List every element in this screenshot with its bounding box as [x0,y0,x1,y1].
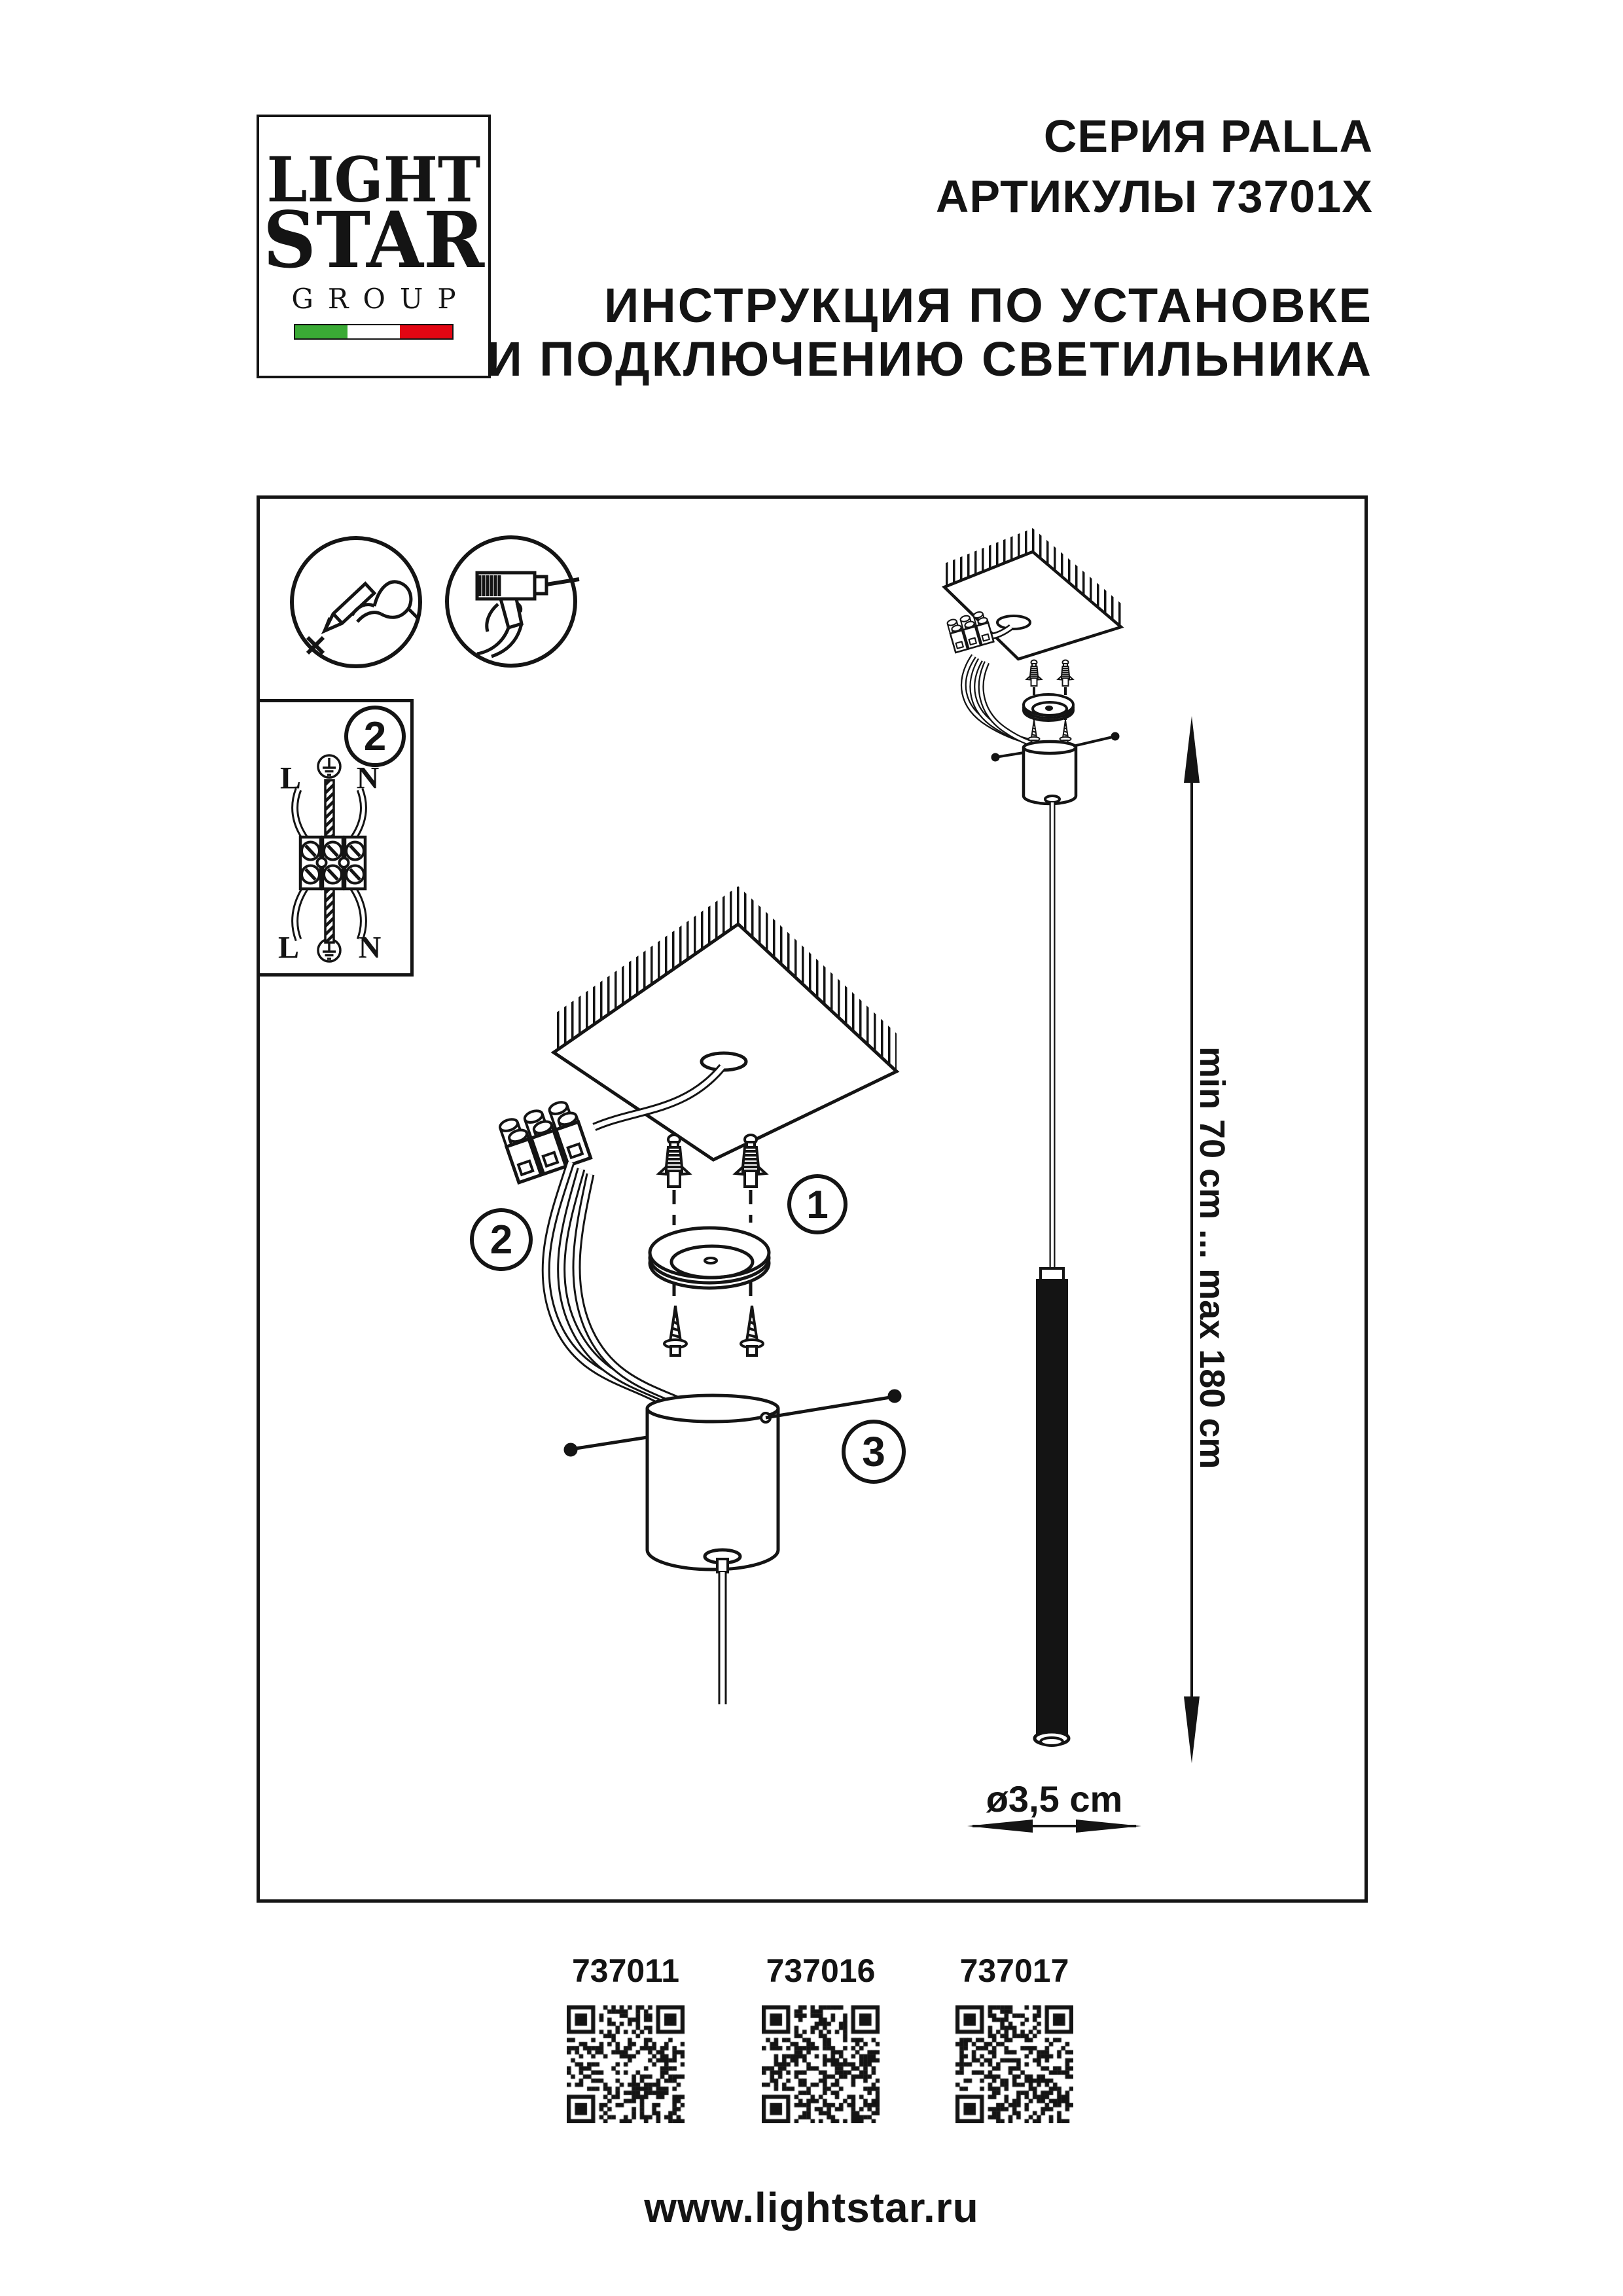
pendant-tube [1035,1268,1069,1746]
height-range-label: min 70 cm ... max 180 cm [1192,1047,1232,1469]
diameter-dimension-arrow [967,1820,1141,1833]
wire-label-n-bottom: N [358,930,382,965]
articles-title: АРТИКУЛЫ 73701X [935,171,1373,222]
article-number-1: 737011 [571,1952,680,1989]
qr-code-737011 [567,2005,685,2123]
series-title: СЕРИЯ PALLA [1043,111,1373,162]
step-1-badge [787,1174,847,1234]
mounting-screw [741,1306,763,1355]
wire-label-l-top: L [279,761,302,796]
logo-word-star: STAR [262,195,485,286]
canopy-wires [546,1162,685,1403]
exploded-assembly-view [499,886,901,1704]
qr-code-737017 [955,2005,1073,2123]
diameter-label: ø3,5 cm [986,1778,1123,1820]
article-number-2: 737016 [766,1952,876,1989]
logo-word-group: GROUP [291,282,471,315]
mark-with-pencil-icon [292,538,420,666]
step-number: 3 [862,1428,885,1475]
step-number: 2 [363,713,387,759]
wire-label-n-top: N [356,761,380,796]
wire-label-l-bottom: L [277,930,300,965]
step-2-badge-wiring [344,706,406,767]
mounting-screw [664,1306,687,1355]
step-number: 1 [806,1182,829,1227]
mounting-ring [650,1228,769,1288]
step-3-badge [842,1420,906,1484]
step-number: 2 [490,1217,513,1263]
instruction-title-line2: И ПОДКЛЮЧЕНИЮ СВЕТИЛЬНИКА [487,332,1373,386]
logo-word-light: LIGHT [266,143,481,217]
wall-anchor [659,1135,689,1187]
instruction-title-line1: ИНСТРУКЦИЯ ПО УСТАНОВКЕ [604,278,1373,332]
step-2-badge [470,1208,533,1271]
wiring-diagram [295,755,365,961]
article-number-3: 737017 [959,1952,1069,1989]
qr-code-737016 [762,2005,880,2123]
website-url: www.lightstar.ru [644,2184,979,2231]
assembled-view [944,528,1200,1833]
drill-icon [447,537,579,666]
